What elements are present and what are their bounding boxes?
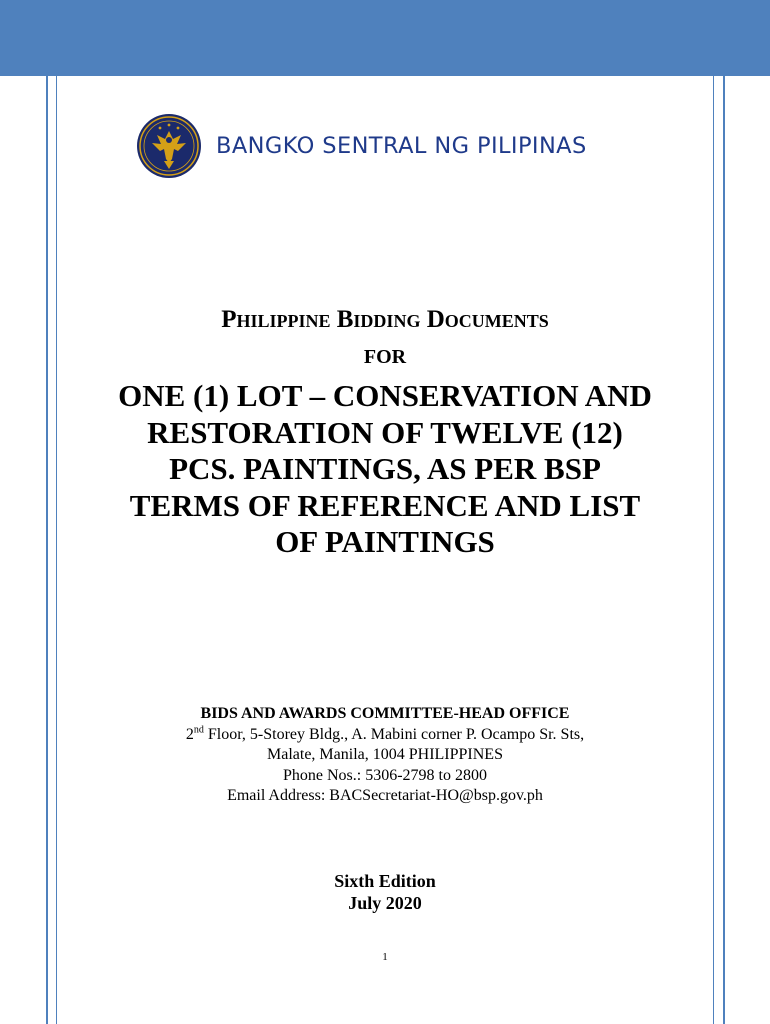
phone-numbers: Phone Nos.: 5306-2798 to 2800 <box>283 766 487 784</box>
address-line-1 <box>70 725 700 746</box>
committee-name: BIDS AND AWARDS COMMITTEE-HEAD OFFICE <box>200 705 570 722</box>
bsp-eagle-seal-icon <box>136 113 202 179</box>
page-border-left-inner <box>56 76 57 1024</box>
page-border-right-outer <box>723 76 725 1024</box>
top-banner <box>0 0 770 76</box>
project-title-line: TERMS OF REFERENCE AND LIST <box>129 487 641 523</box>
org-header <box>136 112 587 180</box>
email-address: Email Address: BACSecretariat-HO@bsp.gov.ph <box>227 787 543 804</box>
project-title-line: PCS. PAINTINGS, AS PER BSP <box>169 451 601 486</box>
edition-info <box>70 870 700 914</box>
project-title <box>70 378 700 561</box>
address-line-2: Malate, Manila, 1004 PHILIPPINES <box>267 746 503 763</box>
committee-contact <box>70 704 700 807</box>
project-title-line: RESTORATION OF TWELVE (12) <box>147 414 623 450</box>
for-label: FOR <box>363 346 407 368</box>
page-border-right-inner <box>713 76 714 1024</box>
document-title <box>70 300 700 561</box>
org-name: BANGKO SENTRAL NG PILIPINAS <box>216 133 587 159</box>
project-title-line: OF PAINTINGS <box>275 524 495 559</box>
address-rest: Floor, 5-Storey Bldg., A. Mabini corner P. Ocampo Sr. Sts, <box>203 725 585 743</box>
edition-date: July 2020 <box>348 893 422 913</box>
doc-type: Philippine Bidding Documents <box>221 306 549 333</box>
project-title-line: ONE (1) LOT – CONSERVATION AND <box>118 378 652 413</box>
floor-number: 2 <box>185 725 194 743</box>
floor-suffix: nd <box>193 724 204 736</box>
edition-label: Sixth Edition <box>334 871 436 891</box>
page-number: 1 <box>382 951 388 963</box>
page-border-left-outer <box>46 76 48 1024</box>
